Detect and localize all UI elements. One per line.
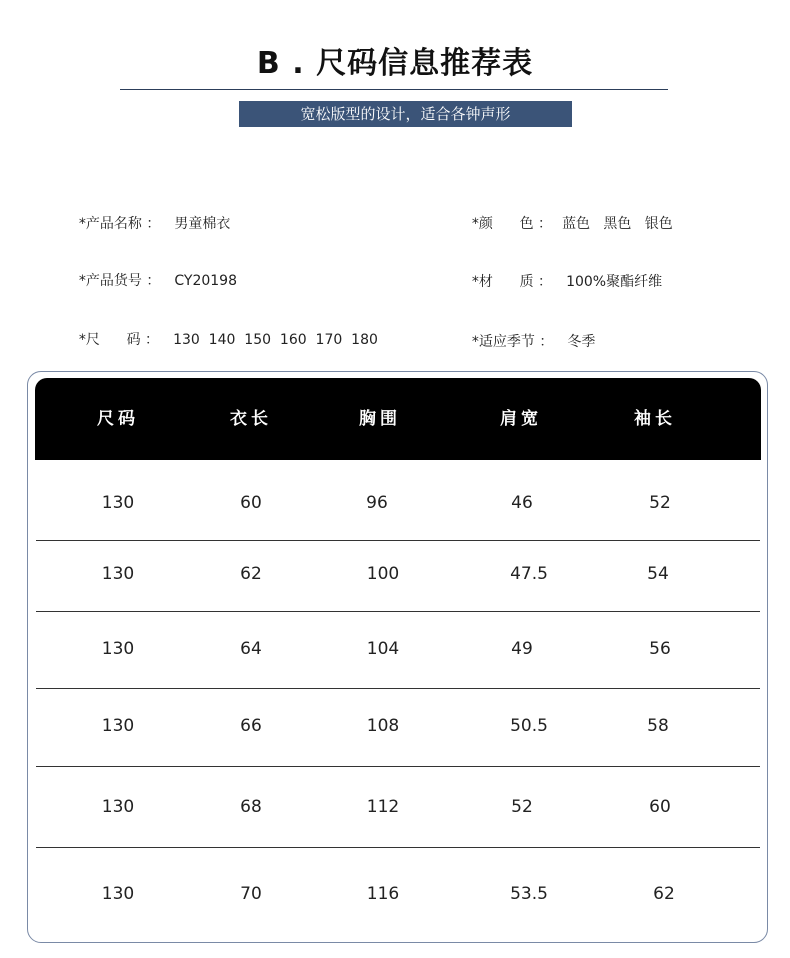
info-material-label: *材 质 ： bbox=[471, 274, 553, 290]
cell-chest: 112 bbox=[366, 797, 400, 817]
header-shoulder: 肩宽 bbox=[500, 409, 542, 429]
info-sku bbox=[70, 254, 237, 290]
info-name bbox=[70, 197, 230, 233]
cell-chest: 104 bbox=[366, 639, 400, 659]
page-title: B . 尺码信息推荐表 bbox=[256, 46, 534, 81]
cell-size: 130 bbox=[101, 493, 135, 513]
cell-chest: 108 bbox=[366, 716, 400, 736]
cell-sleeve: 60 bbox=[649, 797, 671, 817]
row-divider bbox=[36, 766, 760, 767]
cell-chest: 116 bbox=[366, 884, 400, 904]
cell-chest: 96 bbox=[366, 493, 388, 513]
cell-shoulder: 49 bbox=[511, 639, 533, 659]
cell-length: 60 bbox=[240, 493, 262, 513]
info-sku-value: CY20198 bbox=[174, 273, 237, 289]
cell-length: 70 bbox=[240, 884, 262, 904]
header-sleeve: 袖长 bbox=[634, 409, 676, 429]
cell-sleeve: 54 bbox=[647, 564, 669, 584]
cell-size: 130 bbox=[101, 716, 135, 736]
info-color-label: *颜 色 ： bbox=[471, 216, 553, 232]
cell-length: 68 bbox=[240, 797, 262, 817]
info-name-label: *产品名称 ： bbox=[78, 216, 161, 232]
cell-sleeve: 56 bbox=[649, 639, 671, 659]
info-season-label: *适应季节 ： bbox=[471, 334, 554, 350]
info-material-value: 100%聚酯纤维 bbox=[566, 274, 663, 290]
header-length: 衣长 bbox=[230, 409, 272, 429]
cell-shoulder: 52 bbox=[511, 797, 533, 817]
cell-size: 130 bbox=[101, 639, 135, 659]
row-divider bbox=[36, 611, 760, 612]
row-divider bbox=[36, 540, 760, 541]
info-material bbox=[463, 255, 662, 291]
cell-shoulder: 53.5 bbox=[510, 884, 548, 904]
cell-shoulder: 50.5 bbox=[510, 716, 548, 736]
info-season bbox=[463, 315, 595, 351]
cell-sleeve: 58 bbox=[647, 716, 669, 736]
info-season-value: 冬季 bbox=[567, 334, 596, 350]
cell-chest: 100 bbox=[366, 564, 400, 584]
cell-shoulder: 46 bbox=[511, 493, 533, 513]
cell-size: 130 bbox=[101, 564, 135, 584]
header-chest: 胸围 bbox=[359, 409, 401, 429]
subtitle-banner: 宽松版型的设计，适合各钟声形 bbox=[239, 101, 572, 127]
info-size bbox=[70, 313, 378, 349]
header-size: 尺码 bbox=[97, 409, 139, 429]
info-size-label: *尺 码 ： bbox=[78, 332, 160, 348]
info-color bbox=[463, 197, 673, 233]
cell-length: 66 bbox=[240, 716, 262, 736]
table-header bbox=[35, 378, 761, 460]
title-divider bbox=[120, 89, 668, 90]
cell-length: 64 bbox=[240, 639, 262, 659]
cell-sleeve: 52 bbox=[649, 493, 671, 513]
cell-shoulder: 47.5 bbox=[510, 564, 548, 584]
info-size-value: 130 140 150 160 170 180 bbox=[173, 332, 378, 348]
info-name-value: 男童棉衣 bbox=[174, 216, 231, 232]
info-sku-label: *产品货号 ： bbox=[78, 273, 161, 289]
cell-size: 130 bbox=[101, 797, 135, 817]
cell-size: 130 bbox=[101, 884, 135, 904]
cell-length: 62 bbox=[240, 564, 262, 584]
info-color-value: 蓝色 黑色 银色 bbox=[562, 216, 673, 232]
cell-sleeve: 62 bbox=[653, 884, 675, 904]
row-divider bbox=[36, 847, 760, 848]
row-divider bbox=[36, 688, 760, 689]
